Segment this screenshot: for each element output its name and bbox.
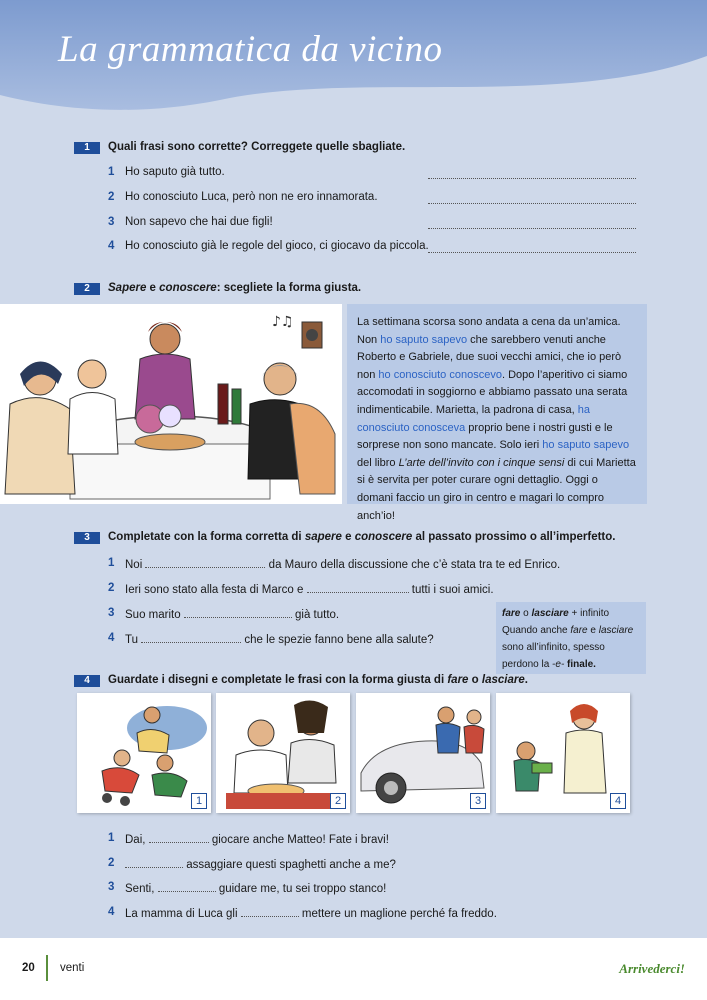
exercise-1-title: Quali frasi sono corrette? Correggete quelle sbagliate.	[108, 141, 406, 153]
blank[interactable]	[149, 832, 209, 843]
exercise-4-title: Guardate i disegni e completate le frasi con la forma giusta di fare o lasciare.	[108, 674, 528, 686]
choice-2[interactable]: ho conosciuto conoscevo	[378, 368, 502, 381]
footer-divider	[46, 955, 48, 981]
blank[interactable]	[145, 557, 265, 568]
header-banner	[0, 0, 707, 120]
page-title: La grammatica da vicino	[58, 29, 443, 70]
blank[interactable]	[307, 582, 409, 593]
picture-4	[496, 693, 630, 813]
dinner-party-illustration	[0, 304, 342, 504]
exercise-3-title: Completate con la forma corretta di sapere e conoscere al passato prossimo o all’imperfetto.	[108, 531, 616, 543]
blank[interactable]	[125, 857, 183, 868]
exercise-3-number: 3	[74, 532, 100, 544]
exercise-4-number: 4	[74, 675, 100, 687]
picture-2	[216, 693, 350, 813]
choice-4[interactable]: ho saputo sapevo	[542, 439, 630, 452]
blank[interactable]	[184, 607, 292, 618]
book-brand: Arrivederci!	[619, 961, 685, 976]
picture-number: 4	[610, 793, 626, 809]
picture-number: 3	[470, 793, 486, 809]
choice-1[interactable]: ho saputo sapevo	[380, 333, 468, 346]
picture-1	[77, 693, 211, 813]
exercise-2-title: Sapere e conoscere: scegliete la forma giusta.	[108, 282, 362, 294]
grammar-note: fare o lasciare + infinito Quando anche fare e lasciare sono all’infinito, spesso perdono la -e- finale.	[496, 602, 646, 674]
exercise-1-number: 1	[74, 142, 100, 154]
ex1-answer-line-3[interactable]	[428, 227, 636, 229]
exercise-2-number: 2	[74, 283, 100, 295]
ex1-answer-line-1[interactable]	[428, 177, 636, 179]
page-number: 20	[22, 962, 35, 974]
blank[interactable]	[241, 906, 299, 917]
blank[interactable]	[141, 632, 241, 643]
book-title: L’arte dell’invito con i cinque sensi	[398, 456, 565, 469]
reading-text: La settimana scorsa sono andata a cena da un’amica. Non ho saputo sapevo che sarebbero venuti anche Roberto e Gabriele, due suoi vecchi amici, che io però non ho conosciuto conoscevo. Dopo l’aperitivo ci siamo accomodati in soggiorno e abbiamo passato una serata indimenticabile. Marietta, la padrona di casa, ha conosciuto conosceva proprio bene i nostri gusti e le sorprese non sono mancate. Solo ieri ho saputo sapevo del libro L’arte dell’invito con i cinque sensi di cui Marietta si è servita per poter curare ogni dettaglio. Oggi o domani faccio un giro in centro e magari lo compro anch’io!	[357, 316, 636, 522]
picture-3	[356, 693, 490, 813]
blank[interactable]	[158, 881, 216, 892]
dinner-party-drawing	[0, 304, 342, 504]
picture-number: 1	[191, 793, 207, 809]
page-number-word: venti	[60, 962, 85, 974]
choice-3[interactable]: ha conosciuto conosceva	[357, 403, 590, 434]
picture-number: 2	[330, 793, 346, 809]
ex1-answer-line-2[interactable]	[428, 202, 636, 204]
svg-text:♪♫: ♪♫	[272, 314, 294, 330]
ex1-answer-line-4[interactable]	[428, 251, 636, 253]
reading-text-box	[347, 304, 647, 522]
